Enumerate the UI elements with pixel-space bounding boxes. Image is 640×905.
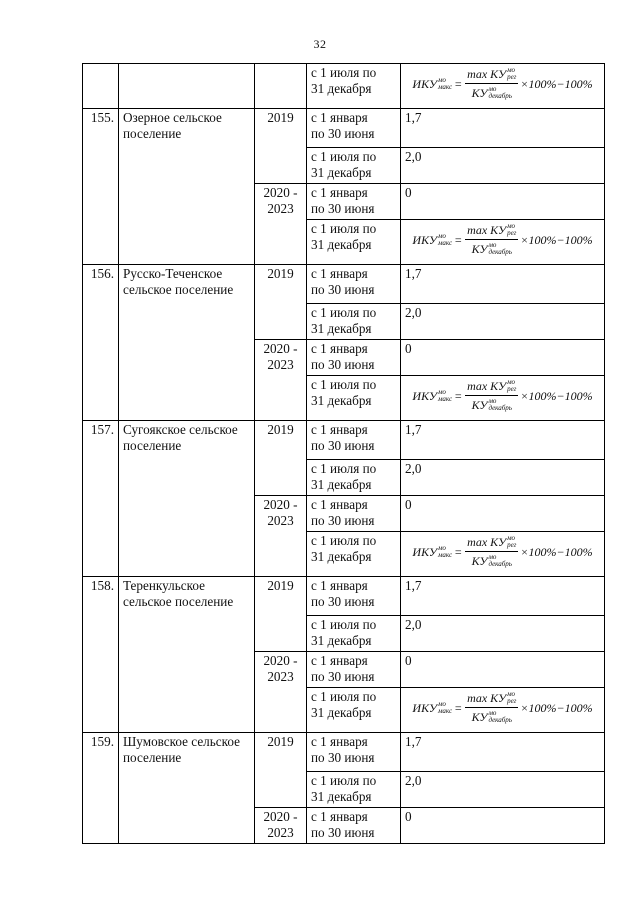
table-row	[83, 421, 605, 460]
formula-numerator-symbol: max КУ	[467, 223, 507, 237]
formula-numerator-sub: рег	[507, 541, 517, 549]
period-cell	[307, 64, 401, 109]
formula-denominator-sup: мо	[488, 85, 497, 93]
period-line-2: по 30 июня	[311, 513, 375, 528]
formula-equals: =	[454, 388, 463, 403]
period-cell	[307, 616, 401, 652]
period-line-1: с 1 января	[311, 185, 368, 200]
formula-fraction	[465, 690, 518, 725]
formula-lhs-sup: мо	[437, 75, 446, 84]
formula-lhs-symbol: ИКУ	[412, 76, 437, 91]
number-cell: 159.	[83, 733, 119, 844]
period-line-1: с 1 января	[311, 578, 368, 593]
period-line-1: с 1 июля по	[311, 461, 377, 476]
formula-denominator-symbol: КУ	[471, 242, 488, 256]
period-cell	[307, 421, 401, 460]
formula-cell	[401, 220, 605, 265]
period-line-2: по 30 июня	[311, 669, 375, 684]
formula-denominator	[472, 240, 512, 257]
name-cell	[119, 64, 255, 109]
formula-denominator-sup: мо	[488, 241, 497, 249]
formula-cell	[401, 532, 605, 577]
formula-lhs-symbol: ИКУ	[412, 544, 437, 559]
formula-tail: ×100%−100%	[520, 388, 593, 403]
formula-lhs	[412, 76, 452, 92]
formula-denominator-sub: декабрь	[488, 248, 512, 256]
value-cell: 2,0	[401, 616, 605, 652]
year-range-cell: 2020 - 2023	[255, 652, 307, 733]
value-cell: 1,7	[401, 421, 605, 460]
period-line-1: с 1 января	[311, 653, 368, 668]
formula-tail: ×100%−100%	[520, 700, 593, 715]
year-cell	[255, 64, 307, 109]
formula-lhs	[412, 388, 452, 404]
formula-denominator-sup: мо	[488, 397, 497, 405]
formula-numerator-symbol: max КУ	[467, 535, 507, 549]
formula-numerator-symbol: max КУ	[467, 691, 507, 705]
formula-denominator	[472, 84, 512, 101]
table-row	[83, 577, 605, 616]
number-cell: 158.	[83, 577, 119, 733]
period-cell	[307, 808, 401, 844]
value-cell: 2,0	[401, 460, 605, 496]
municipality-coefficients-table	[82, 63, 605, 844]
period-line-2: 31 декабря	[311, 633, 372, 648]
period-line-2: 31 декабря	[311, 477, 372, 492]
formula-lhs-symbol: ИКУ	[412, 232, 437, 247]
period-cell	[307, 148, 401, 184]
value-cell: 1,7	[401, 265, 605, 304]
formula-lhs	[412, 544, 452, 560]
period-line-1: с 1 января	[311, 809, 368, 824]
value-cell: 1,7	[401, 733, 605, 772]
formula-numerator-sup: мо	[507, 378, 516, 386]
formula-lhs-sup: мо	[437, 387, 446, 396]
formula-numerator	[465, 222, 518, 240]
formula-equals: =	[454, 700, 463, 715]
formula-denominator	[472, 396, 512, 413]
settlement-name-cell: Теренкульское сельское поселение	[119, 577, 255, 733]
period-cell	[307, 577, 401, 616]
formula-lhs-sub: макс	[437, 82, 453, 91]
period-cell	[307, 532, 401, 577]
formula-equals: =	[454, 232, 463, 247]
formula-numerator-sub: рег	[507, 73, 517, 81]
formula-numerator-sub: рег	[507, 385, 517, 393]
period-line-1: с 1 июля по	[311, 773, 377, 788]
year-range-cell: 2020 - 2023	[255, 808, 307, 844]
number-cell	[83, 64, 119, 109]
period-line-2: 31 декабря	[311, 321, 372, 336]
year-cell: 2019	[255, 109, 307, 184]
value-cell: 1,7	[401, 577, 605, 616]
index-formula	[405, 690, 600, 725]
period-cell	[307, 688, 401, 733]
period-cell	[307, 733, 401, 772]
formula-fraction	[465, 222, 518, 257]
period-line-1: с 1 июля по	[311, 65, 377, 80]
period-line-1: с 1 января	[311, 110, 368, 125]
formula-lhs-sup: мо	[437, 231, 446, 240]
settlement-name-cell: Сугоякское сельское поселение	[119, 421, 255, 577]
formula-lhs-sub: макс	[437, 238, 453, 247]
formula-lhs	[412, 700, 452, 716]
period-line-1: с 1 января	[311, 266, 368, 281]
table-row	[83, 265, 605, 304]
formula-cell	[401, 64, 605, 109]
year-range-cell: 2020 - 2023	[255, 184, 307, 265]
formula-tail: ×100%−100%	[520, 76, 593, 91]
period-line-2: 31 декабря	[311, 393, 372, 408]
period-line-2: по 30 июня	[311, 438, 375, 453]
period-cell	[307, 184, 401, 220]
period-line-1: с 1 июля по	[311, 617, 377, 632]
period-line-2: 31 декабря	[311, 789, 372, 804]
formula-lhs-sub: макс	[437, 550, 453, 559]
period-cell	[307, 496, 401, 532]
period-line-1: с 1 июля по	[311, 149, 377, 164]
period-line-2: 31 декабря	[311, 165, 372, 180]
formula-tail: ×100%−100%	[520, 232, 593, 247]
formula-denominator-sub: декабрь	[488, 404, 512, 412]
period-cell	[307, 652, 401, 688]
number-cell: 157.	[83, 421, 119, 577]
year-range-cell: 2020 - 2023	[255, 496, 307, 577]
period-cell	[307, 220, 401, 265]
formula-numerator-sub: рег	[507, 229, 517, 237]
period-line-2: 31 декабря	[311, 549, 372, 564]
value-cell: 2,0	[401, 772, 605, 808]
period-cell	[307, 376, 401, 421]
formula-denominator-sub: декабрь	[488, 716, 512, 724]
table-row	[83, 64, 605, 109]
index-formula	[405, 222, 600, 257]
period-line-1: с 1 января	[311, 422, 368, 437]
value-cell: 0	[401, 652, 605, 688]
period-line-2: по 30 июня	[311, 282, 375, 297]
formula-numerator	[465, 378, 518, 396]
period-line-2: по 30 июня	[311, 126, 375, 141]
value-cell: 2,0	[401, 304, 605, 340]
formula-fraction	[465, 378, 518, 413]
period-cell	[307, 109, 401, 148]
period-line-1: с 1 января	[311, 497, 368, 512]
period-line-1: с 1 июля по	[311, 221, 377, 236]
settlement-name-cell: Шумовское сельское поселение	[119, 733, 255, 844]
period-line-2: по 30 июня	[311, 357, 375, 372]
formula-denominator-sup: мо	[488, 709, 497, 717]
period-line-2: по 30 июня	[311, 825, 375, 840]
year-range-cell: 2020 - 2023	[255, 340, 307, 421]
formula-fraction	[465, 66, 518, 101]
value-cell: 0	[401, 184, 605, 220]
formula-lhs-sub: макс	[437, 394, 453, 403]
formula-numerator	[465, 534, 518, 552]
settlement-name-cell: Озерное сельское поселение	[119, 109, 255, 265]
formula-equals: =	[454, 76, 463, 91]
formula-lhs-symbol: ИКУ	[412, 388, 437, 403]
period-line-2: по 30 июня	[311, 594, 375, 609]
formula-numerator	[465, 690, 518, 708]
formula-denominator-symbol: КУ	[471, 398, 488, 412]
period-line-1: с 1 января	[311, 734, 368, 749]
formula-numerator-symbol: max КУ	[467, 379, 507, 393]
formula-numerator-sub: рег	[507, 697, 517, 705]
period-line-2: 31 декабря	[311, 237, 372, 252]
year-cell: 2019	[255, 577, 307, 652]
period-line-2: по 30 июня	[311, 750, 375, 765]
period-cell	[307, 340, 401, 376]
formula-denominator-sub: декабрь	[488, 560, 512, 568]
formula-lhs-symbol: ИКУ	[412, 700, 437, 715]
value-cell: 2,0	[401, 148, 605, 184]
period-line-1: с 1 января	[311, 341, 368, 356]
period-line-1: с 1 июля по	[311, 305, 377, 320]
formula-lhs-sup: мо	[437, 699, 446, 708]
formula-lhs-sub: макс	[437, 706, 453, 715]
formula-numerator-sup: мо	[507, 690, 516, 698]
formula-denominator-symbol: КУ	[471, 710, 488, 724]
formula-tail: ×100%−100%	[520, 544, 593, 559]
formula-numerator-sup: мо	[507, 534, 516, 542]
formula-lhs	[412, 232, 452, 248]
formula-denominator-symbol: КУ	[471, 86, 488, 100]
period-line-1: с 1 июля по	[311, 377, 377, 392]
index-formula	[405, 534, 600, 569]
formula-denominator	[472, 552, 512, 569]
index-formula	[405, 66, 600, 101]
formula-fraction	[465, 534, 518, 569]
year-cell: 2019	[255, 421, 307, 496]
period-line-2: по 30 июня	[311, 201, 375, 216]
value-cell: 1,7	[401, 109, 605, 148]
table-row	[83, 109, 605, 148]
table-row	[83, 733, 605, 772]
formula-numerator-symbol: max КУ	[467, 67, 507, 81]
value-cell: 0	[401, 808, 605, 844]
formula-cell	[401, 688, 605, 733]
period-line-1: с 1 июля по	[311, 533, 377, 548]
period-cell	[307, 304, 401, 340]
page-number: 32	[313, 37, 327, 51]
formula-cell	[401, 376, 605, 421]
formula-numerator-sup: мо	[507, 222, 516, 230]
formula-numerator-sup: мо	[507, 66, 516, 74]
formula-lhs-sup: мо	[437, 543, 446, 552]
index-formula	[405, 378, 600, 413]
number-cell: 156.	[83, 265, 119, 421]
period-line-1: с 1 июля по	[311, 689, 377, 704]
period-cell	[307, 772, 401, 808]
formula-denominator-sub: декабрь	[488, 92, 512, 100]
value-cell: 0	[401, 340, 605, 376]
formula-denominator-symbol: КУ	[471, 554, 488, 568]
year-cell: 2019	[255, 265, 307, 340]
period-cell	[307, 265, 401, 304]
period-line-2: 31 декабря	[311, 81, 372, 96]
formula-denominator-sup: мо	[488, 553, 497, 561]
value-cell: 0	[401, 496, 605, 532]
period-line-2: 31 декабря	[311, 705, 372, 720]
formula-equals: =	[454, 544, 463, 559]
period-cell	[307, 460, 401, 496]
year-cell: 2019	[255, 733, 307, 808]
number-cell: 155.	[83, 109, 119, 265]
formula-denominator	[472, 708, 512, 725]
formula-numerator	[465, 66, 518, 84]
settlement-name-cell: Русско-Теченское сельское поселение	[119, 265, 255, 421]
